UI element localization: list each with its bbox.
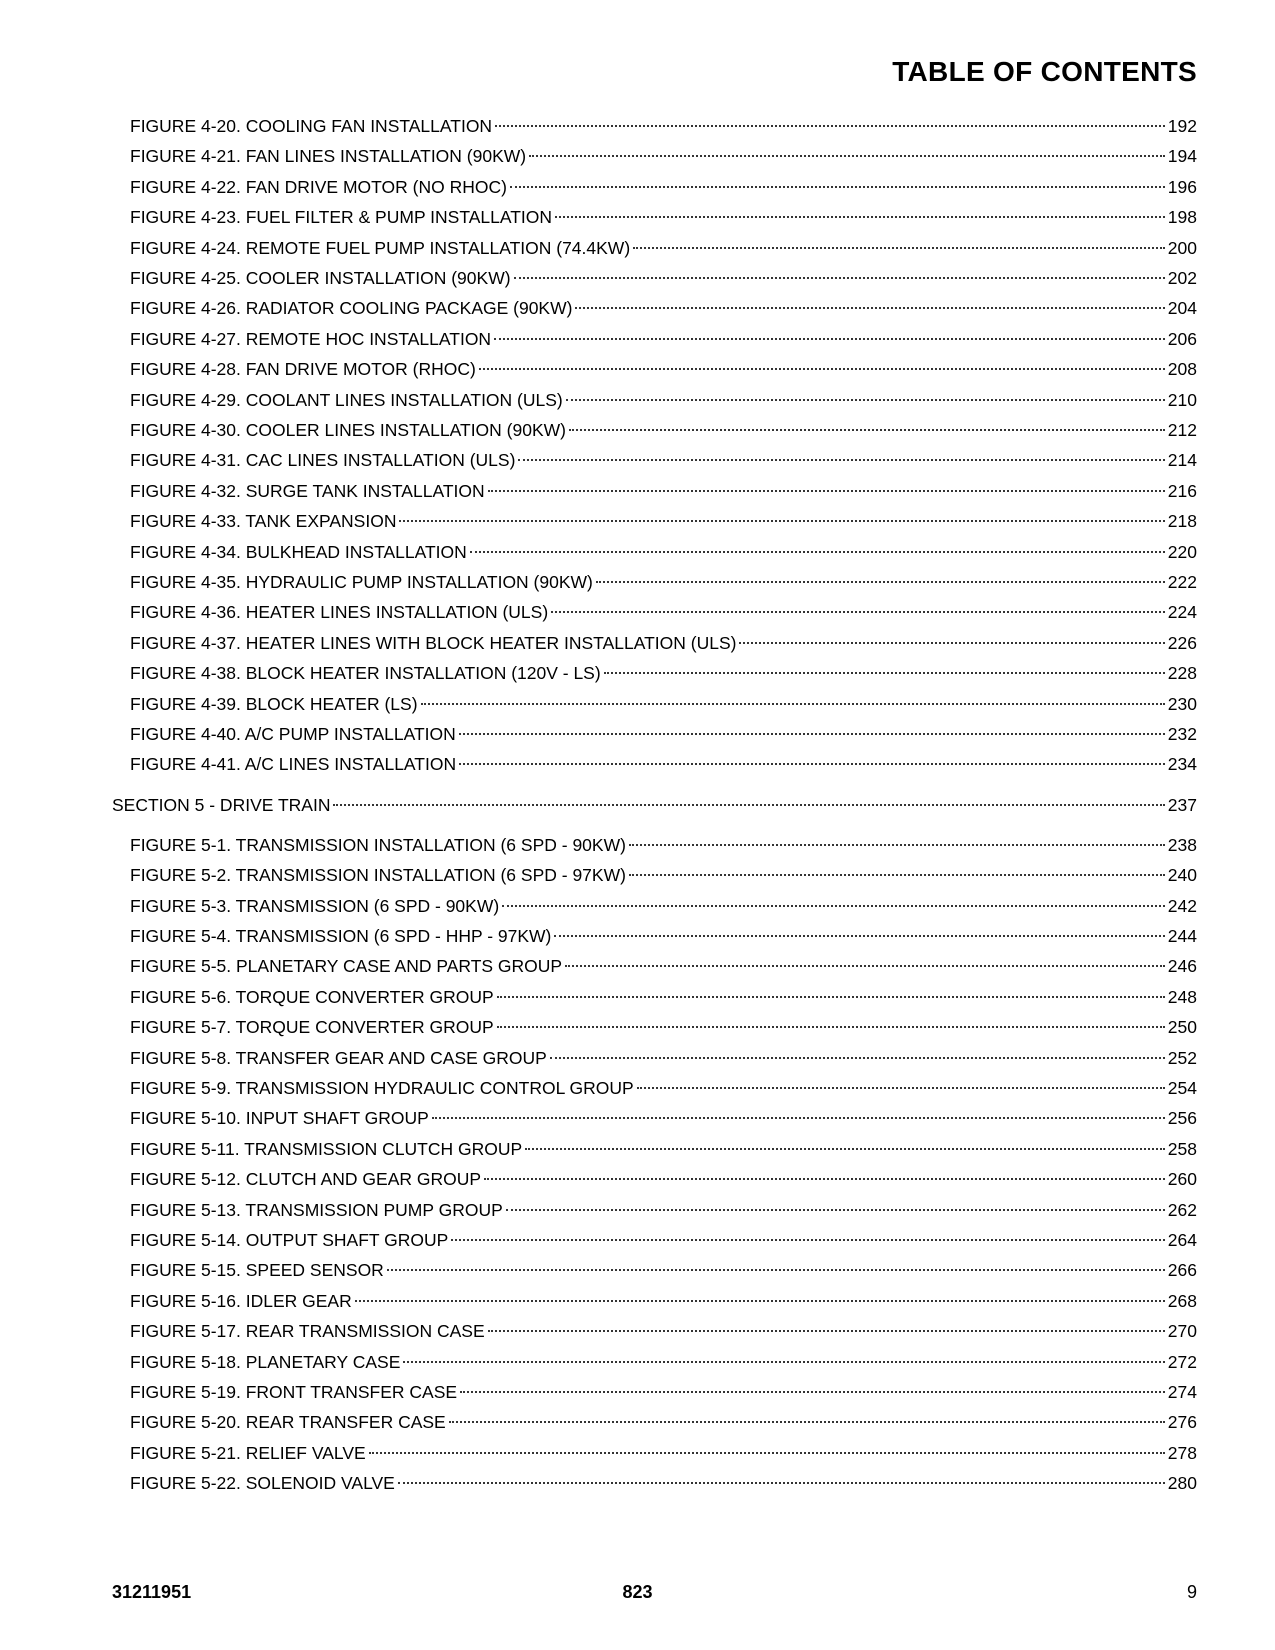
toc-dot-leader [604, 655, 1165, 679]
toc-dot-leader [470, 534, 1165, 558]
toc-figure-entry[interactable] [130, 1040, 1197, 1068]
toc-entry-page-number: 210 [1167, 389, 1197, 410]
toc-entry-page-number: 234 [1167, 754, 1197, 775]
toc-entry-page-number: 244 [1167, 926, 1197, 946]
toc-dot-leader [488, 1313, 1165, 1337]
toc-entry-title: FIGURE 4-20. COOLING FAN INSTALLATION [130, 116, 493, 136]
toc-entry-page-number: 254 [1167, 1078, 1197, 1098]
toc-entry-title: FIGURE 5-17. REAR TRANSMISSION CASE [130, 1321, 485, 1342]
toc-entry-title: FIGURE 4-27. REMOTE HOC INSTALLATION [130, 328, 492, 349]
toc-entry-title: FIGURE 5-8. TRANSFER GEAR AND CASE GROUP [130, 1047, 547, 1068]
toc-entry-title: FIGURE 4-32. SURGE TANK INSTALLATION [130, 480, 485, 501]
toc-entry-page-number: 198 [1167, 207, 1197, 228]
toc-entry-page-number: 192 [1167, 116, 1197, 136]
toc-entry-title: SECTION 5 - DRIVE TRAIN [112, 794, 331, 815]
toc-figure-entry[interactable] [130, 1009, 1197, 1038]
toc-figure-entry[interactable] [130, 1131, 1197, 1159]
toc-figure-entry[interactable] [130, 503, 1197, 532]
toc-dot-leader [551, 594, 1165, 618]
toc-entry-page-number: 216 [1167, 480, 1197, 501]
toc-dot-leader [569, 412, 1165, 436]
toc-figure-entry[interactable] [130, 1374, 1197, 1402]
toc-dot-leader [387, 1252, 1165, 1276]
toc-entry-title: FIGURE 4-34. BULKHEAD INSTALLATION [130, 541, 467, 562]
toc-dot-leader [555, 199, 1165, 223]
toc-entry-title: FIGURE 5-4. TRANSMISSION (6 SPD - HHP - 97KW) [130, 926, 552, 946]
toc-dot-leader [566, 382, 1165, 406]
toc-entry-title: FIGURE 5-9. TRANSMISSION HYDRAULIC CONTROL GROUP [130, 1078, 634, 1098]
toc-entry-title: FIGURE 5-3. TRANSMISSION (6 SPD - 90KW) [130, 895, 500, 916]
toc-figure-entry[interactable] [130, 1313, 1197, 1342]
toc-figure-entry[interactable] [130, 1161, 1197, 1190]
toc-dot-leader [575, 290, 1164, 314]
toc-entry-title: FIGURE 4-23. FUEL FILTER & PUMP INSTALLATION [130, 207, 553, 228]
toc-entry-title: FIGURE 4-40. A/C PUMP INSTALLATION [130, 724, 456, 744]
toc-entry-title: FIGURE 5-18. PLANETARY CASE [130, 1351, 401, 1372]
toc-figure-entry[interactable] [130, 888, 1197, 916]
toc-figure-entry[interactable] [130, 655, 1197, 684]
toc-entry-page-number: 208 [1167, 359, 1197, 380]
toc-entry-page-number: 260 [1167, 1169, 1197, 1190]
toc-dot-leader [355, 1283, 1165, 1307]
toc-figure-entry[interactable] [130, 412, 1197, 440]
toc-entry-title: FIGURE 5-11. TRANSMISSION CLUTCH GROUP [130, 1138, 523, 1159]
toc-entry-page-number: 226 [1167, 632, 1197, 653]
toc-entry-page-number: 252 [1167, 1047, 1197, 1068]
toc-dot-leader [510, 169, 1165, 193]
toc-figure-entry[interactable] [130, 625, 1197, 653]
toc-entry-title: FIGURE 4-22. FAN DRIVE MOTOR (NO RHOC) [130, 176, 507, 197]
toc-dot-leader [565, 948, 1165, 972]
toc-figure-entry[interactable] [130, 716, 1197, 744]
footer-document-number: 31211951 [112, 1582, 192, 1602]
toc-figure-entry[interactable] [130, 321, 1197, 349]
toc-entry-title: FIGURE 5-16. IDLER GEAR [130, 1290, 352, 1311]
toc-section-entry[interactable] [112, 787, 1197, 815]
toc-entry-title: FIGURE 5-20. REAR TRANSFER CASE [130, 1412, 446, 1433]
toc-entry-page-number: 206 [1167, 328, 1197, 349]
toc-dot-leader [525, 1131, 1165, 1155]
toc-dot-leader [403, 1344, 1164, 1368]
toc-entry-page-number: 214 [1167, 450, 1197, 471]
toc-entry-page-number: 228 [1167, 663, 1197, 684]
toc-dot-leader [629, 827, 1165, 851]
toc-entry-title: FIGURE 5-10. INPUT SHAFT GROUP [130, 1108, 429, 1129]
toc-entry-page-number: 232 [1167, 724, 1197, 744]
toc-dot-leader [514, 260, 1165, 284]
toc-figure-entry[interactable] [130, 1192, 1197, 1220]
toc-dot-leader [459, 716, 1165, 740]
toc-figure-entry[interactable] [130, 1344, 1197, 1372]
toc-entry-title: FIGURE 5-19. FRONT TRANSFER CASE [130, 1382, 458, 1402]
toc-entry-page-number: 276 [1167, 1412, 1197, 1433]
toc-entry-page-number: 238 [1167, 834, 1197, 855]
toc-dot-leader [451, 1222, 1165, 1246]
toc-figure-entry[interactable] [130, 138, 1197, 167]
toc-figure-entry[interactable] [130, 1283, 1197, 1311]
toc-figure-entry[interactable] [130, 1404, 1197, 1433]
toc-dot-leader [506, 1192, 1165, 1216]
page-title: TABLE OF CONTENTS [892, 56, 1197, 87]
toc-figure-entry[interactable] [130, 382, 1197, 410]
toc-dot-leader [488, 473, 1165, 497]
toc-entry-title: FIGURE 4-30. COOLER LINES INSTALLATION (90KW) [130, 420, 566, 440]
toc-entry-page-number: 256 [1167, 1108, 1197, 1129]
toc-dot-leader [449, 1404, 1165, 1428]
toc-dot-leader [637, 1070, 1165, 1094]
toc-dot-leader [421, 686, 1165, 710]
toc-figure-entry[interactable] [130, 827, 1197, 855]
toc-figure-entry[interactable] [130, 1100, 1197, 1129]
toc-entry-title: FIGURE 5-2. TRANSMISSION INSTALLATION (6 SPD - 97KW) [130, 865, 626, 886]
footer-model-number: 823 [622, 1582, 653, 1602]
toc-entry-title: FIGURE 4-39. BLOCK HEATER (LS) [130, 693, 418, 714]
toc-entry-title: FIGURE 4-21. FAN LINES INSTALLATION (90KW) [130, 146, 527, 167]
toc-entry-title: FIGURE 5-21. RELIEF VALVE [130, 1442, 366, 1463]
toc-entry-page-number: 274 [1167, 1382, 1197, 1402]
toc-entry-page-number: 264 [1167, 1230, 1197, 1250]
toc-figure-entry[interactable] [130, 534, 1197, 562]
toc-entry-title: FIGURE 5-14. OUTPUT SHAFT GROUP [130, 1230, 449, 1250]
toc-entry-title: FIGURE 5-7. TORQUE CONVERTER GROUP [130, 1017, 494, 1038]
toc-figure-entry[interactable] [130, 857, 1197, 886]
toc-dot-leader [502, 888, 1165, 912]
toc-entry-page-number: 242 [1167, 895, 1197, 916]
toc-dot-leader [629, 857, 1165, 881]
toc-entry-page-number: 246 [1167, 956, 1197, 977]
toc-figure-entry[interactable] [130, 199, 1197, 228]
toc-entry-title: FIGURE 5-6. TORQUE CONVERTER GROUP [130, 986, 494, 1007]
toc-entry-page-number: 194 [1167, 146, 1197, 167]
toc-entry-page-number: 270 [1167, 1321, 1197, 1342]
toc-entry-page-number: 204 [1167, 298, 1197, 319]
toc-figure-entry[interactable] [130, 108, 1197, 136]
toc-figure-entry[interactable] [130, 290, 1197, 319]
toc-entry-title: FIGURE 4-36. HEATER LINES INSTALLATION (ULS) [130, 602, 549, 623]
toc-entry-page-number: 258 [1167, 1138, 1197, 1159]
toc-entry-page-number: 240 [1167, 865, 1197, 886]
toc-figure-entry[interactable] [130, 169, 1197, 197]
toc-dot-leader [399, 503, 1164, 527]
toc-entry-page-number: 278 [1167, 1442, 1197, 1463]
toc-figure-entry[interactable] [130, 948, 1197, 977]
toc-entry-title: FIGURE 4-41. A/C LINES INSTALLATION [130, 754, 457, 775]
toc-figure-entry[interactable] [130, 230, 1197, 258]
toc-entry-title: FIGURE 4-25. COOLER INSTALLATION (90KW) [130, 268, 511, 288]
toc-entry-page-number: 237 [1167, 794, 1197, 815]
toc-entry-page-number: 248 [1167, 986, 1197, 1007]
toc-dot-leader [494, 321, 1165, 345]
toc-dot-leader [369, 1435, 1165, 1459]
toc-dot-leader [479, 351, 1165, 375]
toc-entry-page-number: 266 [1167, 1260, 1197, 1281]
toc-dot-leader [398, 1465, 1165, 1489]
toc-figure-entry[interactable] [130, 473, 1197, 501]
toc-dot-leader [550, 1040, 1165, 1064]
toc-dot-leader [596, 564, 1165, 588]
toc-entry-title: FIGURE 5-12. CLUTCH AND GEAR GROUP [130, 1169, 482, 1190]
toc-entry-title: FIGURE 4-24. REMOTE FUEL PUMP INSTALLATION (74.4KW) [130, 237, 631, 258]
toc-figure-entry[interactable] [130, 594, 1197, 623]
toc-entry-title: FIGURE 4-31. CAC LINES INSTALLATION (ULS) [130, 450, 516, 471]
toc-entry-page-number: 218 [1167, 511, 1197, 532]
footer-page-number: 9 [1186, 1582, 1197, 1602]
toc-entry-title: FIGURE 4-35. HYDRAULIC PUMP INSTALLATION (90KW) [130, 572, 593, 592]
toc-dot-leader [495, 108, 1165, 132]
toc-entry-page-number: 230 [1167, 693, 1197, 714]
toc-entry-page-number: 196 [1167, 176, 1197, 197]
toc-entry-page-number: 224 [1167, 602, 1197, 623]
toc-dot-leader [432, 1100, 1165, 1124]
toc-figure-entry[interactable] [130, 979, 1197, 1007]
toc-entry-page-number: 280 [1167, 1473, 1197, 1494]
toc-figure-entry[interactable] [130, 1435, 1197, 1463]
toc-figure-entry[interactable] [130, 1070, 1197, 1098]
toc-entry-page-number: 262 [1167, 1199, 1197, 1220]
toc-entry-page-number: 272 [1167, 1351, 1197, 1372]
toc-dot-leader [518, 442, 1164, 466]
toc-entry-title: FIGURE 5-1. TRANSMISSION INSTALLATION (6 SPD - 90KW) [130, 834, 626, 855]
toc-figure-entry[interactable] [130, 746, 1197, 775]
toc-entry-page-number: 250 [1167, 1017, 1197, 1038]
toc-dot-leader [554, 918, 1164, 942]
toc-entry-title: FIGURE 4-38. BLOCK HEATER INSTALLATION (120V - LS) [130, 663, 601, 684]
toc-entry-title: FIGURE 4-29. COOLANT LINES INSTALLATION (ULS) [130, 389, 563, 410]
toc-dot-leader [459, 746, 1165, 770]
toc-entry-title: FIGURE 5-5. PLANETARY CASE AND PARTS GROUP [130, 956, 563, 977]
toc-figure-entry[interactable] [130, 686, 1197, 714]
toc-entry-title: FIGURE 4-28. FAN DRIVE MOTOR (RHOC) [130, 359, 476, 380]
toc-entry-page-number: 220 [1167, 541, 1197, 562]
toc-figure-entry[interactable] [130, 1222, 1197, 1250]
toc-figure-entry[interactable] [130, 564, 1197, 592]
toc-entry-page-number: 202 [1167, 268, 1197, 288]
toc-figure-entry[interactable] [130, 442, 1197, 471]
toc-entry-page-number: 222 [1167, 572, 1197, 592]
toc-entry-title: FIGURE 5-15. SPEED SENSOR [130, 1260, 384, 1281]
toc-figure-entry[interactable] [130, 918, 1197, 946]
toc-dot-leader [333, 787, 1164, 811]
toc-entry-page-number: 200 [1167, 237, 1197, 258]
toc-entry-page-number: 268 [1167, 1290, 1197, 1311]
toc-figure-entry[interactable] [130, 260, 1197, 288]
toc-dot-leader [529, 138, 1165, 162]
toc-entry-title: FIGURE 4-37. HEATER LINES WITH BLOCK HEATER INSTALLATION (ULS) [130, 632, 737, 653]
toc-dot-leader [739, 625, 1164, 649]
toc-entry-title: FIGURE 5-22. SOLENOID VALVE [130, 1473, 395, 1494]
toc-entry-title: FIGURE 4-33. TANK EXPANSION [130, 511, 397, 532]
toc-entry-page-number: 212 [1167, 420, 1197, 440]
toc-figure-entry[interactable] [130, 351, 1197, 380]
toc-dot-leader [497, 979, 1165, 1003]
toc-dot-leader [497, 1009, 1165, 1033]
toc-dot-leader [484, 1161, 1165, 1185]
toc-dot-leader [633, 230, 1165, 254]
toc-entry-title: FIGURE 4-26. RADIATOR COOLING PACKAGE (90KW) [130, 298, 573, 319]
toc-figure-entry[interactable] [130, 1465, 1197, 1494]
toc-dot-leader [460, 1374, 1165, 1398]
toc-entry-title: FIGURE 5-13. TRANSMISSION PUMP GROUP [130, 1199, 503, 1220]
toc-figure-entry[interactable] [130, 1252, 1197, 1281]
